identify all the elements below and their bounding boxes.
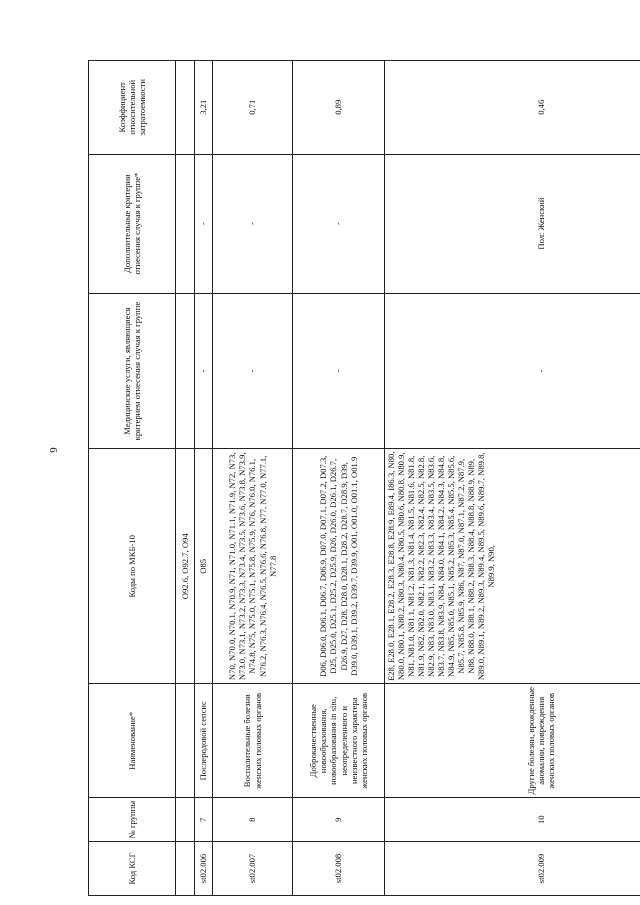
cell-criteria: - xyxy=(293,154,385,293)
cell-coefficient: 0,89 xyxy=(293,61,385,155)
cell-services xyxy=(176,293,195,449)
ksg-table xyxy=(88,60,640,896)
cell-name: Воспалительные болезни женских половых органов xyxy=(213,684,293,798)
header-mkb: Коды по МКБ-10 xyxy=(89,449,176,684)
header-name: Наименование* xyxy=(89,684,176,798)
cell-services: - xyxy=(293,293,385,449)
cell-code: st02.007 xyxy=(213,842,293,896)
cell-code xyxy=(176,842,195,896)
cell-code: st02.009 xyxy=(385,842,640,896)
cell-mkb: O85 xyxy=(195,449,213,684)
header-number: № группы xyxy=(89,798,176,842)
cell-criteria: Пол: Женский xyxy=(385,154,640,293)
table-row xyxy=(293,61,385,896)
header-services: Медицинские услуги, являющиеся критерием отнесения случая к группе xyxy=(89,293,176,449)
cell-number: 7 xyxy=(195,798,213,842)
page-number: 6 xyxy=(46,447,59,453)
table-row xyxy=(195,61,213,896)
cell-services: - xyxy=(213,293,293,449)
cell-criteria: - xyxy=(213,154,293,293)
cell-number: 8 xyxy=(213,798,293,842)
cell-services: - xyxy=(195,293,213,449)
rotated-table-area xyxy=(88,60,640,885)
cell-name: Другие болезни, врожденные аномалии, повреждения женских половых органов xyxy=(385,684,640,798)
table-row xyxy=(385,61,640,896)
cell-coefficient: 3,21 xyxy=(195,61,213,155)
cell-mkb: O92.6, O92.7, O94 xyxy=(176,449,195,684)
cell-name xyxy=(176,684,195,798)
cell-criteria xyxy=(176,154,195,293)
cell-coefficient xyxy=(176,61,195,155)
cell-number: 9 xyxy=(293,798,385,842)
cell-services: - xyxy=(385,293,640,449)
cell-name: Послеродовой сепсис xyxy=(195,684,213,798)
cell-number xyxy=(176,798,195,842)
cell-mkb: E28, E28.0, E28.1, E28.2, E28.3, E28.8, E28.9, E89.4, I86.3, N80, N80.0, N80.1, N80.2, N80.3, N80.4, N80.5, N80.6, N80.8, N80.9, N81, N81.0, N81.1, N81.2, N81.3, N81.4, N81.5, N81.6, N81.8, N81.9, N82, N82.0, N82.1, N82.2, N82.3, N82.4, N82.5, N82.8, N82.9, N83, N83.0, N83.1, N83.2, N83.3, N83.4, N83.5, N83.6, N83.7, N83.8, N83.9, N84, N84.0, N84.1, N84.2, N84.3, N84.8, N84.9, N85, N85.0, N85.1, N85.2, N85.3, N85.4, N85.5, N85.6, N85.7, N85.8, N85.9, N86, N87, N87.0, N87.1, N87.2, N87.9, N88, N88.0, N88.1, N88.2, N88.3, N88.4, N88.8, N88.9, N89, N89.0, N89.1, N89.2, N89.3, N89.4, N89.5, N89.6, N89.7, N89.8, N89.9, N90, xyxy=(385,449,640,684)
table-row xyxy=(213,61,293,896)
cell-name: Доброкачественные новообразования, новообразования in situ, неопределенного и неизвестного характера женских половых органов xyxy=(293,684,385,798)
header-criteria: Дополнительные критерии отнесения случая к группе* xyxy=(89,154,176,293)
cell-criteria: - xyxy=(195,154,213,293)
cell-coefficient: 0,46 xyxy=(385,61,640,155)
header-coefficient: Коэффициент относительной затратоемкости xyxy=(89,61,176,155)
cell-code: st02.008 xyxy=(293,842,385,896)
cell-number: 10 xyxy=(385,798,640,842)
table-row xyxy=(176,61,195,896)
cell-mkb: D06, D06.0, D06.1, D06.7, D06.9, D07.0, D07.1, D07.2, D07.3, D25, D25.0, D25.1, D25.2, D25.9, D26, D26.0, D26.1, D26.7, D26.9, D27, D28, D28.0, D28.1, D28.2, D28.7, D28.9, D39, D39.0, D39.1, D39.2, D39.7, D39.9, O01, O01.0, O01.1, O01.9 xyxy=(293,449,385,684)
cell-coefficient: 0,71 xyxy=(213,61,293,155)
cell-mkb: N70, N70.0, N70.1, N70.9, N71, N71.0, N71.1, N71.9, N72, N73, N73.0, N73.1, N73.2, N73.3, N73.4, N73.5, N73.6, N73.8, N73.9, N74.8, N75, N75.0, N75.1, N75.8, N75.9, N76, N76.0, N76.1, N76.2, N76.3, N76.4, N76.5, N76.6, N76.8, N77, N77.0, N77.1, N77.8 xyxy=(213,449,293,684)
cell-code: st02.006 xyxy=(195,842,213,896)
header-code: Код КСГ xyxy=(89,842,176,896)
table-header-row xyxy=(89,61,176,896)
